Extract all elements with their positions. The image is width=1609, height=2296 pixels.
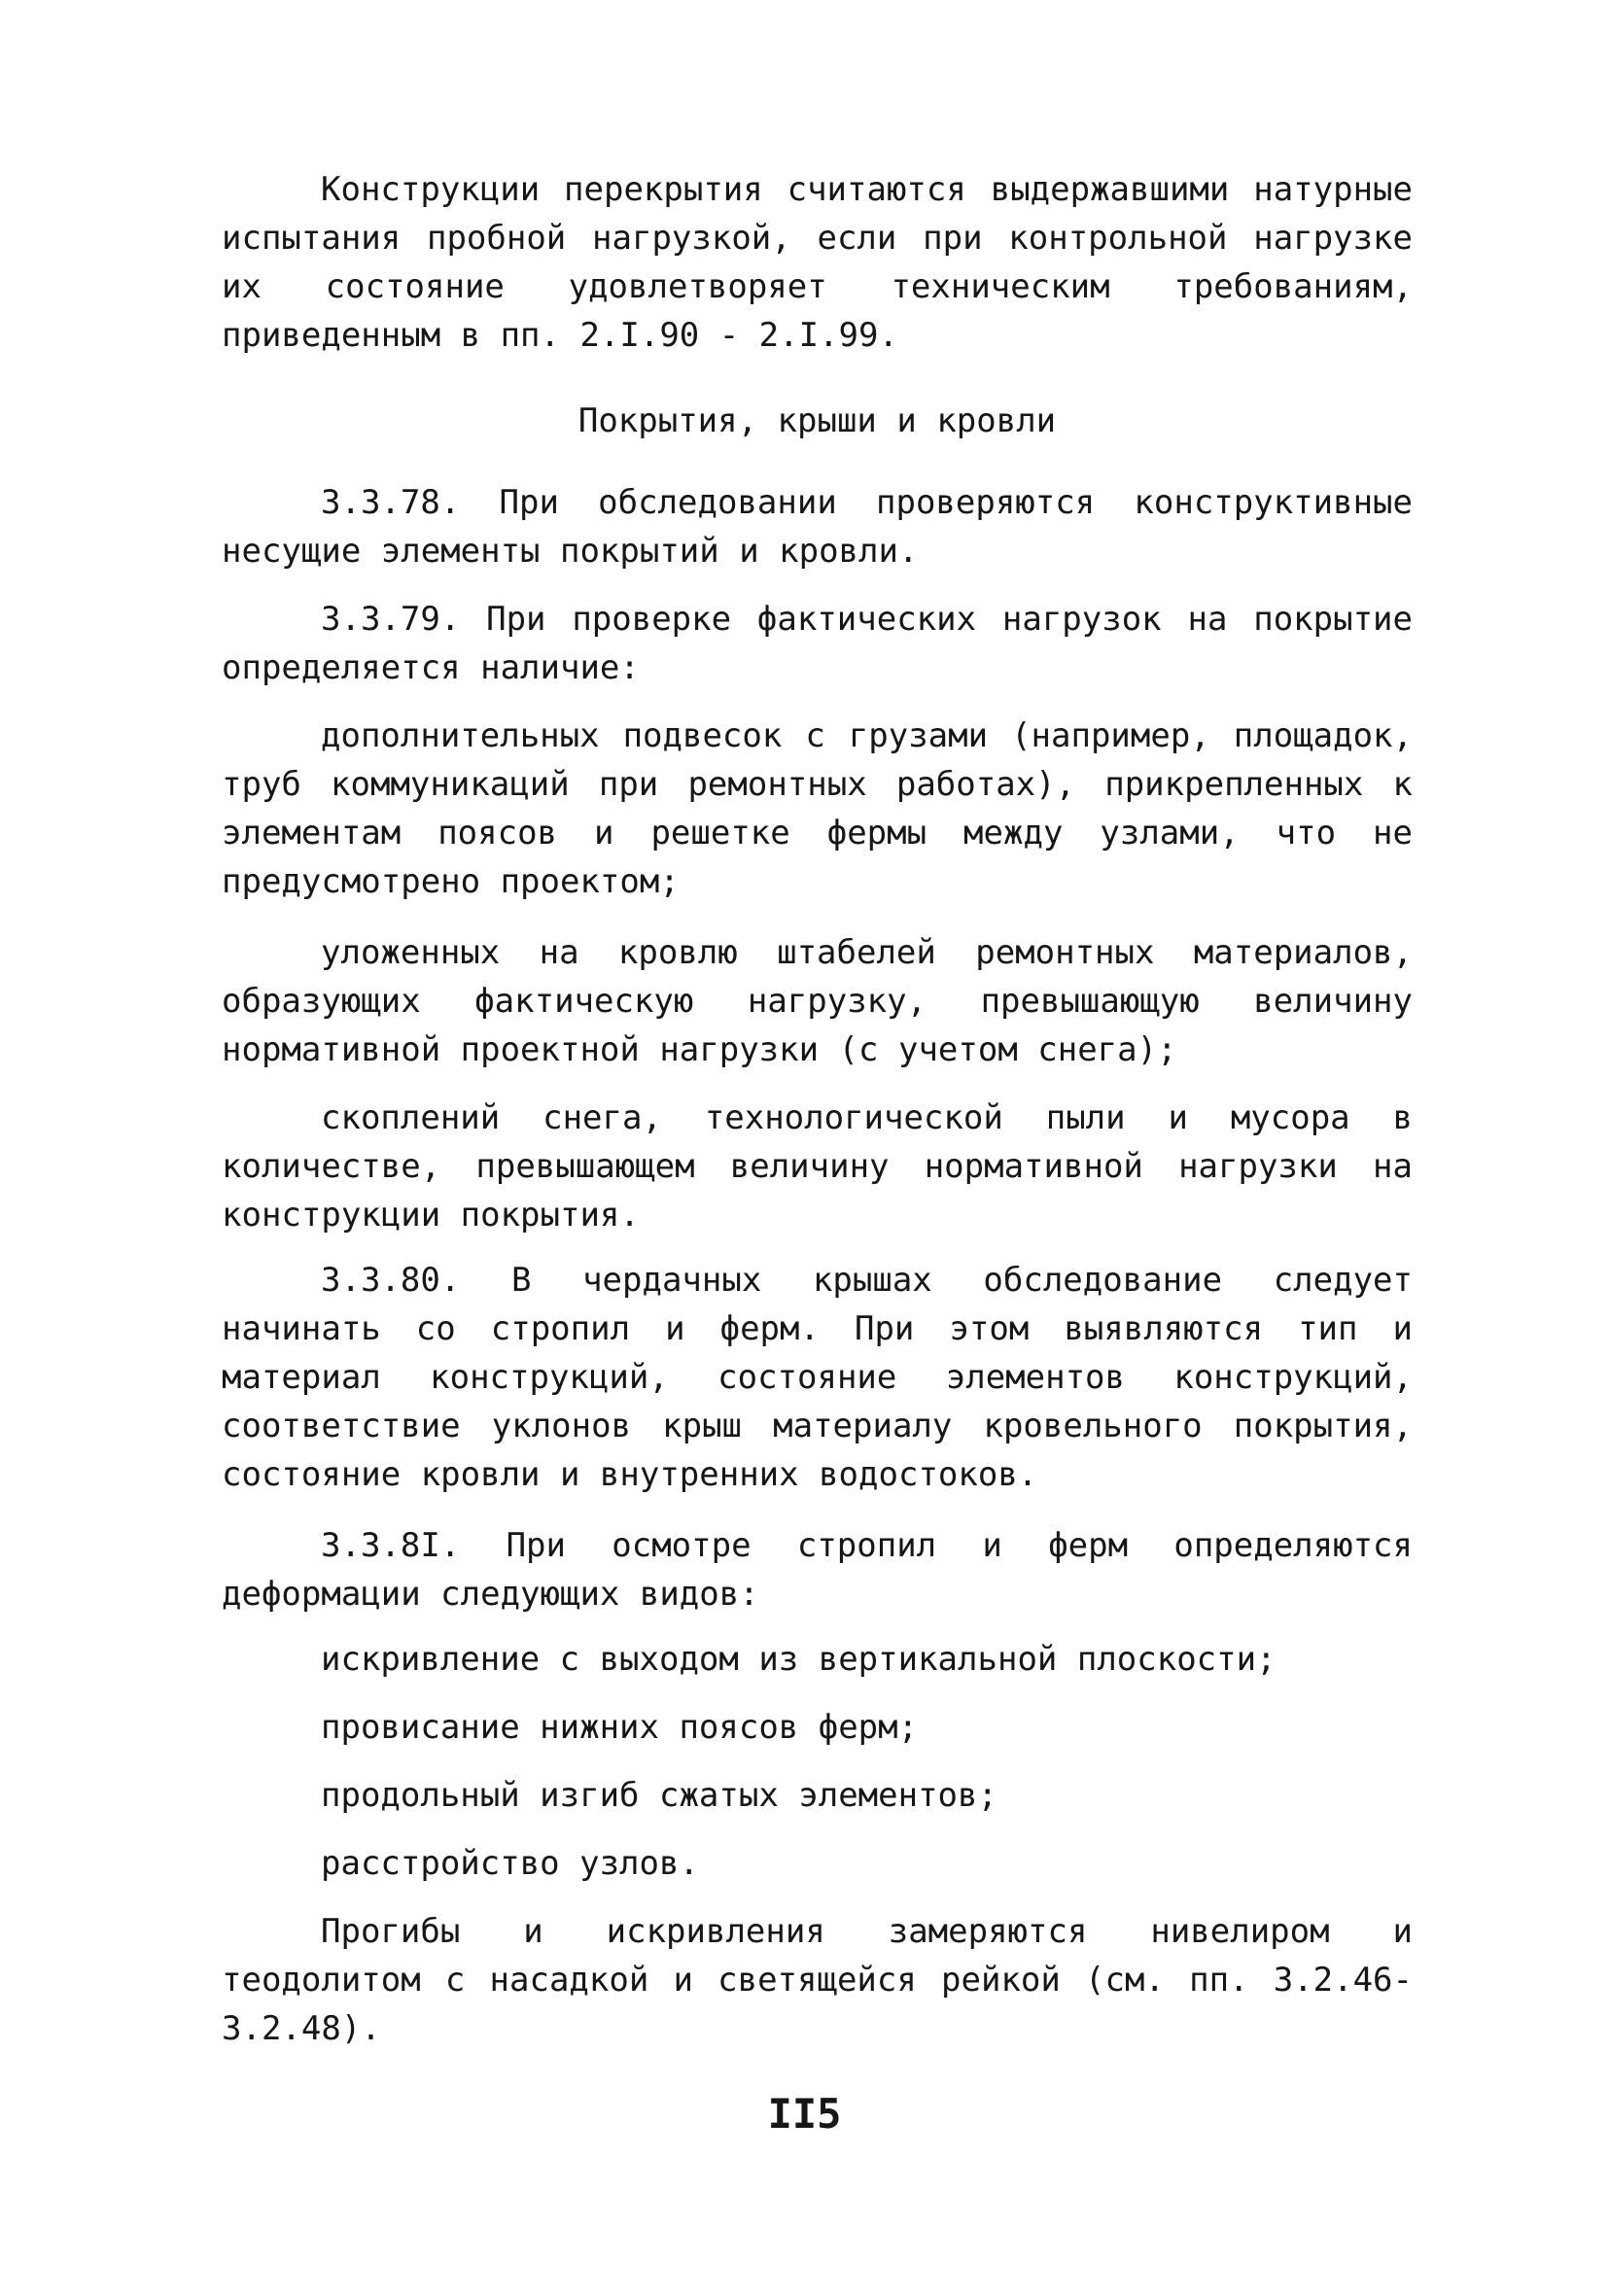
section-heading: Покрытия, крыши и кровли xyxy=(577,401,1057,440)
paragraph-3-3-80: 3.3.80. В чердачных крышах обследование следует начинать со стропил и ферм. При этом выявляются тип и материал конструкций, состояние элементов конструкций, соответствие уклонов крыш материалу кровельного покрытия, состояние кровли и внутренних водостоков. xyxy=(222,1261,1413,1494)
list-item: расстройство узлов. xyxy=(321,1844,699,1883)
paragraph-additional-hangers: дополнительных подвесок с грузами (например, площадок, труб коммуникаций при ремонтных работах), прикрепленных к элементам поясов и решетке фермы между узлами, что не предусмотрено проектом; xyxy=(222,716,1413,901)
list-item: искривление с выходом из вертикальной плоскости; xyxy=(321,1640,1277,1679)
paragraph-3-3-81: 3.3.8I. При осмотре стропил и ферм определяются деформации следующих видов: xyxy=(222,1526,1413,1614)
paragraph-3-3-79: 3.3.79. При проверке фактических нагрузок на покрытие определяется наличие: xyxy=(222,600,1413,687)
paragraph-3-3-78: 3.3.78. При обследовании проверяются конструктивные несущие элементы покрытий и кровли. xyxy=(222,483,1413,571)
paragraph-test-load: Конструкции перекрытия считаются выдержавшими натурные испытания пробной нагрузкой, если при контрольной нагрузке их состояние удовлетворяет техническим требованиям, приведенным в пп. 2.I.90 - 2.I.99. xyxy=(222,170,1413,355)
paragraph-deflections: Прогибы и искривления замеряются нивелиром и теодолитом с насадкой и светящейся рейкой (см. пп. 3.2.46-3.2.48). xyxy=(222,1912,1413,2048)
list-item: провисание нижних поясов ферм; xyxy=(321,1708,919,1747)
page-number: II5 xyxy=(767,2090,842,2138)
list-item: продольный изгиб сжатых элементов; xyxy=(321,1776,997,1815)
paragraph-snow-accumulation: скоплений снега, технологической пыли и мусора в количестве, превышающем величину нормативной нагрузки на конструкции покрытия. xyxy=(222,1098,1413,1235)
paragraph-stacked-materials: уложенных на кровлю штабелей ремонтных материалов, образующих фактическую нагрузку, превышающую величину нормативной проектной нагрузки (с учетом снега); xyxy=(222,933,1413,1069)
